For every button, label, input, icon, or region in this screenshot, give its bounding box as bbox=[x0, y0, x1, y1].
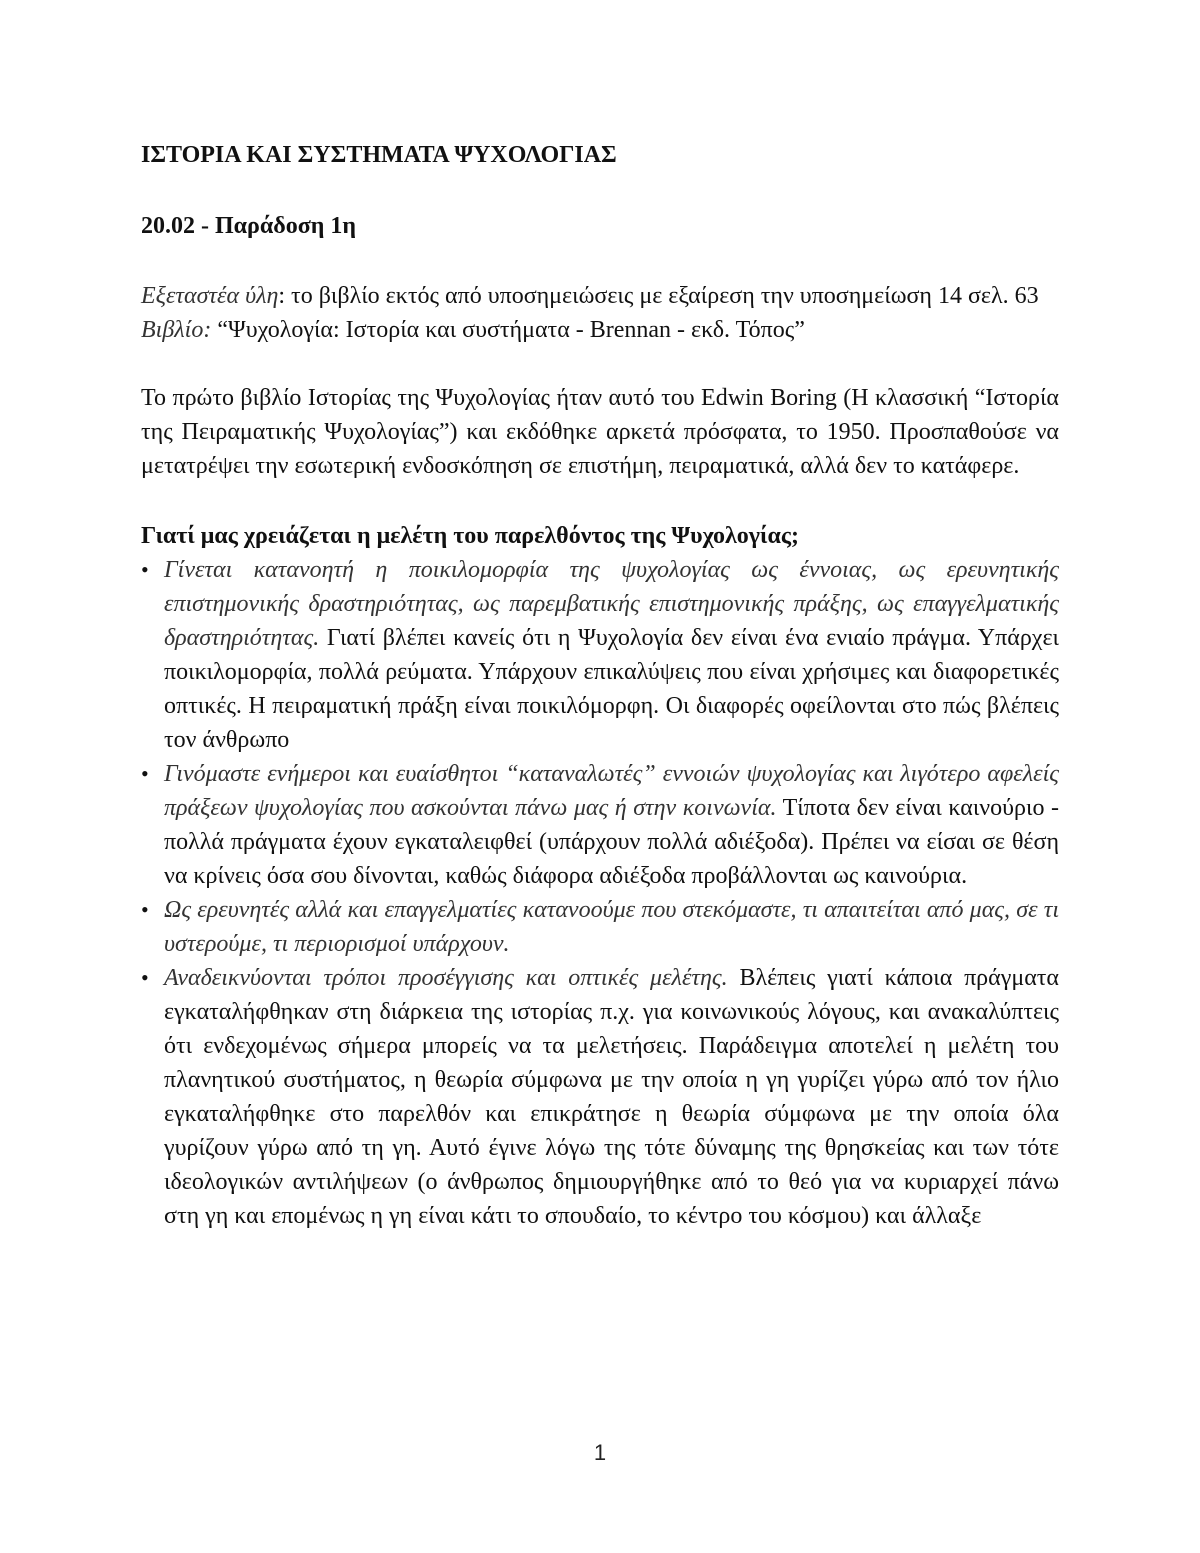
bullet-icon: • bbox=[141, 761, 149, 786]
list-item-italic-text: Γινόμαστε ενήμεροι και ευαίσθητοι “καταναλωτές” εννοιών ψυχολογίας και λιγότερο αφελείς πράξεων ψυχολογίας που ασκούνται πάνω μας ή στην κοινωνία. bbox=[164, 761, 1059, 821]
list-item bbox=[141, 553, 1059, 757]
lecture-heading: 20.02 - Παράδοση 1η bbox=[141, 213, 357, 239]
list-item bbox=[141, 893, 1059, 961]
list-item-italic-text: Ως ερευνητές αλλά και επαγγελματίες κατανοούμε που στεκόμαστε, τι απαιτείται από μας, σε τι υστερούμε, τι περιορισμοί υπάρχουν. bbox=[164, 897, 1059, 957]
book-label: Βιβλίο: bbox=[141, 317, 212, 343]
list-item-text: Βλέπεις γιατί κάποια πράγματα εγκαταλήφθηκαν στη διάρκεια της ιστορίας π.χ. για κοινωνικούς λόγους, και ανακαλύπτεις ότι ενδεχομένως σήμερα μπορείς να τα μελετήσεις. Παράδειγμα αποτελεί η μελέτη του πλανητικού συστήματος, η θεωρία σύμφωνα με την οποία η γη γυρίζει γύρω από τον ήλιο εγκαταλήφθηκε στο παρελθόν και επικράτησε η θεωρία σύμφωνα με την οποία όλα γυρίζουν γύρω από τη γη. Αυτό έγινε λόγω της τότε δύναμης της θρησκείας και των τότε ιδεολογικών αντιλήψεων (ο άνθρωπος δημιουργήθηκε από το θεό για να κυριαρχεί πάνω στη γη και επομένως η γη είναι κάτι το σπουδαίο, το κέντρο του κόσμου) και άλλαξε bbox=[164, 965, 1059, 1229]
list-item-italic-text: Γίνεται κατανοητή η ποικιλομορφία της ψυχολογίας ως έννοιας, ως ερευνητικής επιστημονικής δραστηριότητας, ως παρεμβατικής επιστημονικής πράξης, ως επαγγελματικής δραστηριότητας. bbox=[164, 557, 1059, 651]
exam-material-text: : το βιβλίο εκτός από υποσημειώσεις με εξαίρεση την υποσημείωση 14 σελ. 63 bbox=[278, 283, 1039, 309]
question-heading: Γιατί μας χρειάζεται η μελέτη του παρελθόντος της Ψυχολογίας; bbox=[141, 523, 799, 549]
list-item-text: Τίποτα δεν είναι καινούριο - πολλά πράγματα έχουν εγκαταλειφθεί (υπάρχουν πολλά αδιέξοδα). Πρέπει να είσαι σε θέση να κρίνεις όσα σου δίνονται, καθώς διάφορα αδιέξοδα προβάλλονται ως καινούρια. bbox=[164, 795, 1060, 889]
book-line bbox=[141, 313, 1059, 347]
bullet-icon: • bbox=[141, 965, 149, 990]
reasons-list bbox=[141, 553, 1059, 1233]
course-info bbox=[141, 279, 1059, 347]
list-item bbox=[141, 961, 1059, 1233]
exam-material-label: Εξεταστέα ύλη bbox=[141, 283, 279, 309]
document-body bbox=[141, 138, 1059, 1233]
list-item bbox=[141, 757, 1059, 893]
bullet-icon: • bbox=[141, 897, 149, 922]
list-item-italic-text: Αναδεικνύονται τρόποι προσέγγισης και οπτικές μελέτης. bbox=[164, 965, 728, 991]
document-title: ΙΣΤΟΡΙΑ ΚΑΙ ΣΥΣΤΗΜΑΤΑ ΨΥΧΟΛΟΓΙΑΣ bbox=[141, 142, 617, 168]
page-number: 1 bbox=[593, 1440, 607, 1465]
bullet-icon: • bbox=[141, 557, 149, 582]
exam-material-line bbox=[141, 279, 1059, 313]
intro-paragraph: Το πρώτο βιβλίο Ιστορίας της Ψυχολογίας ήταν αυτό του Edwin Boring (Η κλασσική “Ιστορία της Πειραματικής Ψυχολογίας”) και εκδόθηκε αρκετά πρόσφατα, το 1950. Προσπαθούσε να μετατρέψει την εσωτερική ενδοσκόπηση σε επιστήμη, πειραματικά, αλλά δεν το κατάφερε. bbox=[141, 385, 1059, 479]
list-item-text: Γιατί βλέπει κανείς ότι η Ψυχολογία δεν είναι ένα ενιαίο πράγμα. Υπάρχει ποικιλομορφία, πολλά ρεύματα. Υπάρχουν επικαλύψεις που είναι χρήσιμες και διαφορετικές οπτικές. Η πειραματική πράξη είναι ποικιλόμορφη. Οι διαφορές οφείλονται στο πώς βλέπεις τον άνθρωπο bbox=[164, 625, 1059, 753]
book-text: “Ψυχολογία: Ιστορία και συστήματα - Brennan - εκδ. Τόπος” bbox=[211, 317, 805, 343]
